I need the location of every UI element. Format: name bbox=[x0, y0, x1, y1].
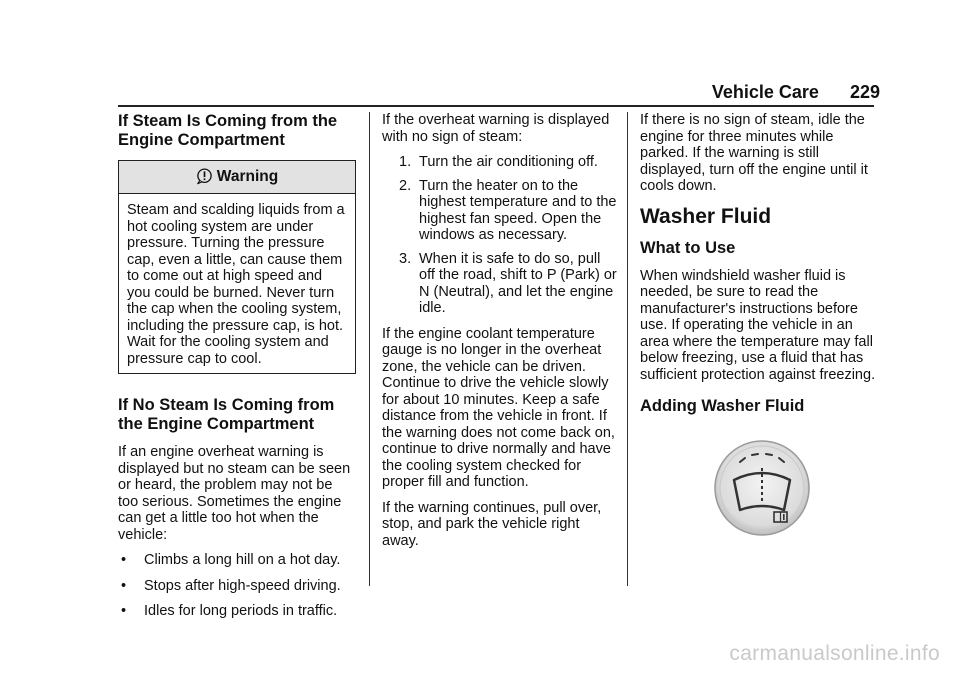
step-number: 2. bbox=[399, 177, 412, 194]
paragraph-continue: If the warning continues, pull over, stop, and park the vehicle right away. bbox=[382, 499, 602, 549]
header-rule bbox=[118, 105, 874, 107]
steps-list bbox=[382, 154, 618, 317]
list-item-text: Idles for long periods in traffic. bbox=[144, 603, 338, 619]
bullet-list bbox=[118, 552, 356, 620]
list-item bbox=[118, 603, 356, 620]
step-item bbox=[382, 154, 618, 171]
paragraph-what-to-use: When windshield washer fluid is needed, be sure to read the manufacturer's instructions before use. If operating the vehicle in an area where the temperature may fall below freezing, use a fluid that has sufficient protection against freezing. bbox=[640, 267, 876, 383]
heading-no-steam: If No Steam Is Coming from the Engine Compartment bbox=[118, 396, 335, 433]
warning-box bbox=[118, 160, 356, 374]
heading-what-to-use: What to Use bbox=[640, 238, 736, 257]
column-divider-right bbox=[627, 112, 628, 586]
list-item-text: Climbs a long hill on a hot day. bbox=[144, 552, 341, 568]
washer-fluid-cap-icon bbox=[712, 438, 812, 538]
bullet-marker: • bbox=[121, 577, 127, 594]
column-divider-left bbox=[369, 112, 370, 586]
heading-adding-washer-fluid: Adding Washer Fluid bbox=[640, 397, 805, 415]
paragraph-idle: If there is no sign of steam, idle the engine for three minutes while parked. If the warning is still displayed, turn off the engine until it cools down. bbox=[640, 112, 868, 194]
paragraph-gauge: If the engine coolant temperature gauge is no longer in the overheat zone, the vehicle can be driven. Continue to drive the vehicle slowly for about 10 minutes. Keep a safe distance from the vehicle in front. If the warning does not come back on, continue to drive normally and have the cooling system checked for proper fill and function. bbox=[382, 325, 615, 490]
bullet-marker: • bbox=[121, 603, 127, 619]
step-item bbox=[382, 178, 618, 244]
list-item-text: Stops after high-speed driving. bbox=[144, 577, 341, 594]
heading-steam: If Steam Is Coming from the Engine Compartment bbox=[118, 112, 338, 149]
step-number: 1. bbox=[399, 154, 412, 170]
warning-header bbox=[119, 161, 355, 194]
step-item bbox=[382, 251, 618, 317]
column-3 bbox=[640, 112, 878, 538]
step-number: 3. bbox=[399, 250, 412, 267]
step-text: When it is safe to do so, pull off the road, shift to P (Park) or N (Neutral), and let the engine idle. bbox=[419, 250, 617, 316]
watermark: carmanualsonline.info bbox=[729, 642, 940, 665]
column-1 bbox=[118, 112, 356, 629]
warning-title: Warning bbox=[216, 168, 279, 185]
list-item bbox=[118, 552, 356, 569]
page-header bbox=[690, 82, 880, 103]
washer-fluid-cap-image bbox=[712, 438, 812, 538]
heading-washer-fluid: Washer Fluid bbox=[640, 204, 772, 228]
paragraph-overheat: If an engine overheat warning is displayed but no steam can be seen or heard, the problem may not be too serious. Sometimes the engine can get a little too hot when the vehicle: bbox=[118, 444, 351, 543]
step-text: Turn the heater on to the highest temperature and to the highest fan speed. Open the windows as necessary. bbox=[419, 177, 617, 243]
bullet-marker: • bbox=[121, 552, 127, 568]
step-text: Turn the air conditioning off. bbox=[419, 154, 598, 170]
warning-body: Steam and scalding liquids from a hot cooling system are under pressure. Turning the pressure cap, even a little, can cause them to come out at high speed and you could be burned. Never turn the cap when the cooling system, including the pressure cap, is hot. Wait for the cooling system and pressure cap to cool. bbox=[127, 202, 345, 367]
column-2 bbox=[382, 112, 618, 558]
section-title: Vehicle Care bbox=[711, 82, 819, 102]
warning-icon bbox=[196, 168, 213, 185]
page-number: 229 bbox=[849, 82, 880, 102]
paragraph-intro: If the overheat warning is displayed with no sign of steam: bbox=[382, 112, 610, 145]
list-item bbox=[118, 578, 356, 595]
